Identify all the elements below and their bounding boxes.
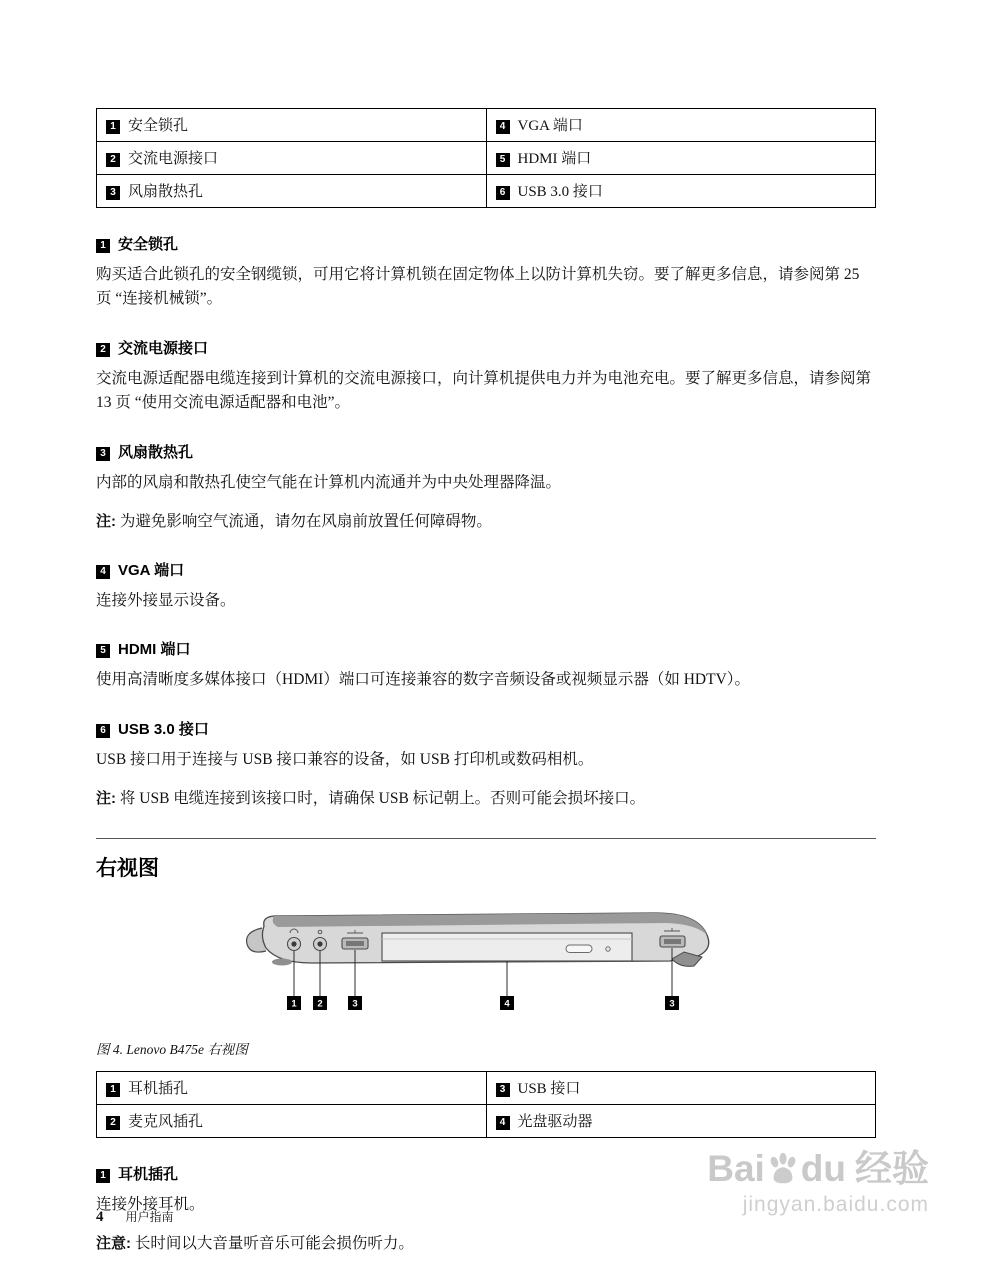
note-text: 为避免影响空气流通，请勿在风扇前放置任何障碍物。 <box>119 513 492 531</box>
table-cell <box>97 1071 487 1104</box>
callout-number-badge: 1 <box>96 1169 110 1183</box>
port-label: 交流电源接口 <box>128 151 219 167</box>
logo-text-cn: 经验 <box>855 1148 929 1189</box>
table-cell <box>486 1071 876 1104</box>
callout-number-badge: 2 <box>96 343 110 357</box>
section-body: 交流电源适配器电缆连接到计算机的交流电源接口，向计算机提供电力并为电池充电。要了解更多信息，请参阅第 13 页 “使用交流电源适配器和电池”。 <box>96 369 872 412</box>
callout-number-badge: 1 <box>96 239 110 253</box>
table-cell <box>97 142 487 175</box>
page-number: 4 <box>96 1209 104 1225</box>
logo-text-suffix: du <box>800 1148 846 1189</box>
section-heading-vga <box>96 559 876 580</box>
port-label: 安全锁孔 <box>128 118 189 134</box>
section-body: USB 接口用于连接与 USB 接口兼容的设备，如 USB 打印机或数码相机。 <box>96 750 594 768</box>
section-heading-fan-louvers <box>96 441 876 462</box>
note-text: 将 USB 电缆连接到该接口时，请确保 USB 标记朝上。否则可能会损坏接口。 <box>119 790 646 808</box>
table-cell <box>97 175 487 208</box>
laptop-foot <box>272 958 292 965</box>
section-heading-hdmi <box>96 638 876 659</box>
baidu-watermark <box>707 1150 929 1217</box>
right-view-heading: 右视图 <box>96 856 159 880</box>
callout-number-badge: 6 <box>96 724 110 738</box>
port-label: HDMI 端口 <box>517 151 592 167</box>
section-heading-ac-power <box>96 337 876 358</box>
table-cell <box>97 109 487 142</box>
callout-number-badge: 4 <box>96 565 110 579</box>
headphone-jack-hole <box>291 941 296 946</box>
section-title: 交流电源接口 <box>118 339 209 357</box>
figure-callout-number: 4 <box>504 998 510 1010</box>
figure-callout-number: 3 <box>352 998 358 1010</box>
table-cell <box>486 1104 876 1137</box>
table-row <box>97 1071 876 1104</box>
ports-table-bottom <box>96 1071 876 1138</box>
section-title: VGA 端口 <box>118 561 185 579</box>
section-body: 内部的风扇和散热孔使空气能在计算机内流通并为中央处理器降温。 <box>96 473 562 491</box>
callout-number-badge: 3 <box>96 447 110 461</box>
callout-number-badge: 1 <box>106 120 120 134</box>
callout-number-badge: 2 <box>106 153 120 167</box>
table-cell <box>486 109 876 142</box>
callout-number-badge: 4 <box>496 120 510 134</box>
callout-number-badge: 3 <box>106 186 120 200</box>
callout-number-badge: 2 <box>106 1116 120 1130</box>
section-body: 连接外接耳机。 <box>96 1195 205 1213</box>
watermark-url: jingyan.baidu.com <box>742 1193 929 1216</box>
microphone-jack-hole <box>317 941 322 946</box>
paw-icon <box>766 1151 800 1185</box>
page-content <box>96 108 876 1256</box>
section-title: 耳机插孔 <box>118 1165 179 1183</box>
note-label: 注: <box>96 513 116 531</box>
figure-callout-number: 2 <box>317 998 323 1010</box>
ports-table-top <box>96 108 876 208</box>
table-row <box>97 109 876 142</box>
table-cell <box>486 175 876 208</box>
callout-number-badge: 5 <box>496 153 510 167</box>
section-body: 购买适合此锁孔的安全钢缆锁，可用它将计算机锁在固定物体上以防计算机失窃。要了解更多信息，请参阅第 25 页 “连接机械锁”。 <box>96 266 860 308</box>
section-title: HDMI 端口 <box>118 641 191 659</box>
baidu-logo <box>707 1150 929 1187</box>
note-text: 长时间以大音量听音乐可能会损伤听力。 <box>134 1235 414 1253</box>
callout-number-badge: 3 <box>496 1083 510 1097</box>
usb-port-inner <box>346 941 364 946</box>
section-note <box>96 1232 876 1256</box>
laptop-figure <box>96 904 876 1030</box>
figure-callout-number: 3 <box>669 998 675 1010</box>
callout-number-badge: 6 <box>496 186 510 200</box>
optical-drive <box>382 933 632 961</box>
table-cell <box>97 1104 487 1137</box>
table-row <box>97 1104 876 1137</box>
callout-number-badge: 5 <box>96 644 110 658</box>
figure-callouts <box>287 996 679 1010</box>
eject-button <box>566 945 592 953</box>
port-label: USB 3.0 接口 <box>517 184 603 200</box>
note-label: 注: <box>96 790 116 808</box>
figure-caption: 图 4. Lenovo B475e 右视图 <box>96 1041 248 1057</box>
port-label: 风扇散热孔 <box>128 184 204 200</box>
figure-callout-number: 1 <box>291 998 297 1010</box>
logo-text-prefix: Bai <box>707 1148 765 1189</box>
page-footer <box>96 1208 174 1226</box>
port-label: 麦克风插孔 <box>128 1113 204 1130</box>
callout-number-badge: 1 <box>106 1083 120 1097</box>
section-body: 连接外接显示设备。 <box>96 591 236 609</box>
usb-port-inner <box>664 939 681 944</box>
footer-label: 用户指南 <box>125 1210 174 1224</box>
note-label: 注意: <box>96 1235 131 1253</box>
section-title: 风扇散热孔 <box>118 443 194 461</box>
table-row <box>97 142 876 175</box>
laptop-right-side-illustration <box>236 904 716 1026</box>
table-row <box>97 175 876 208</box>
port-label: VGA 端口 <box>517 118 583 134</box>
port-label: 光盘驱动器 <box>517 1113 593 1130</box>
section-title: 安全锁孔 <box>118 236 179 253</box>
table-cell <box>486 142 876 175</box>
section-heading-usb3 <box>96 718 876 739</box>
section-heading-security-lock <box>96 233 876 254</box>
section-note <box>96 510 876 534</box>
port-label: USB 接口 <box>517 1080 581 1097</box>
section-body: 使用高清晰度多媒体接口（HDMI）端口可连接兼容的数字音频设备或视频显示器（如 HDTV）。 <box>96 671 751 689</box>
section-title: USB 3.0 接口 <box>118 720 209 738</box>
section-divider <box>96 838 876 839</box>
callout-number-badge: 4 <box>496 1116 510 1130</box>
port-label: 耳机插孔 <box>128 1080 189 1097</box>
section-note <box>96 787 876 811</box>
